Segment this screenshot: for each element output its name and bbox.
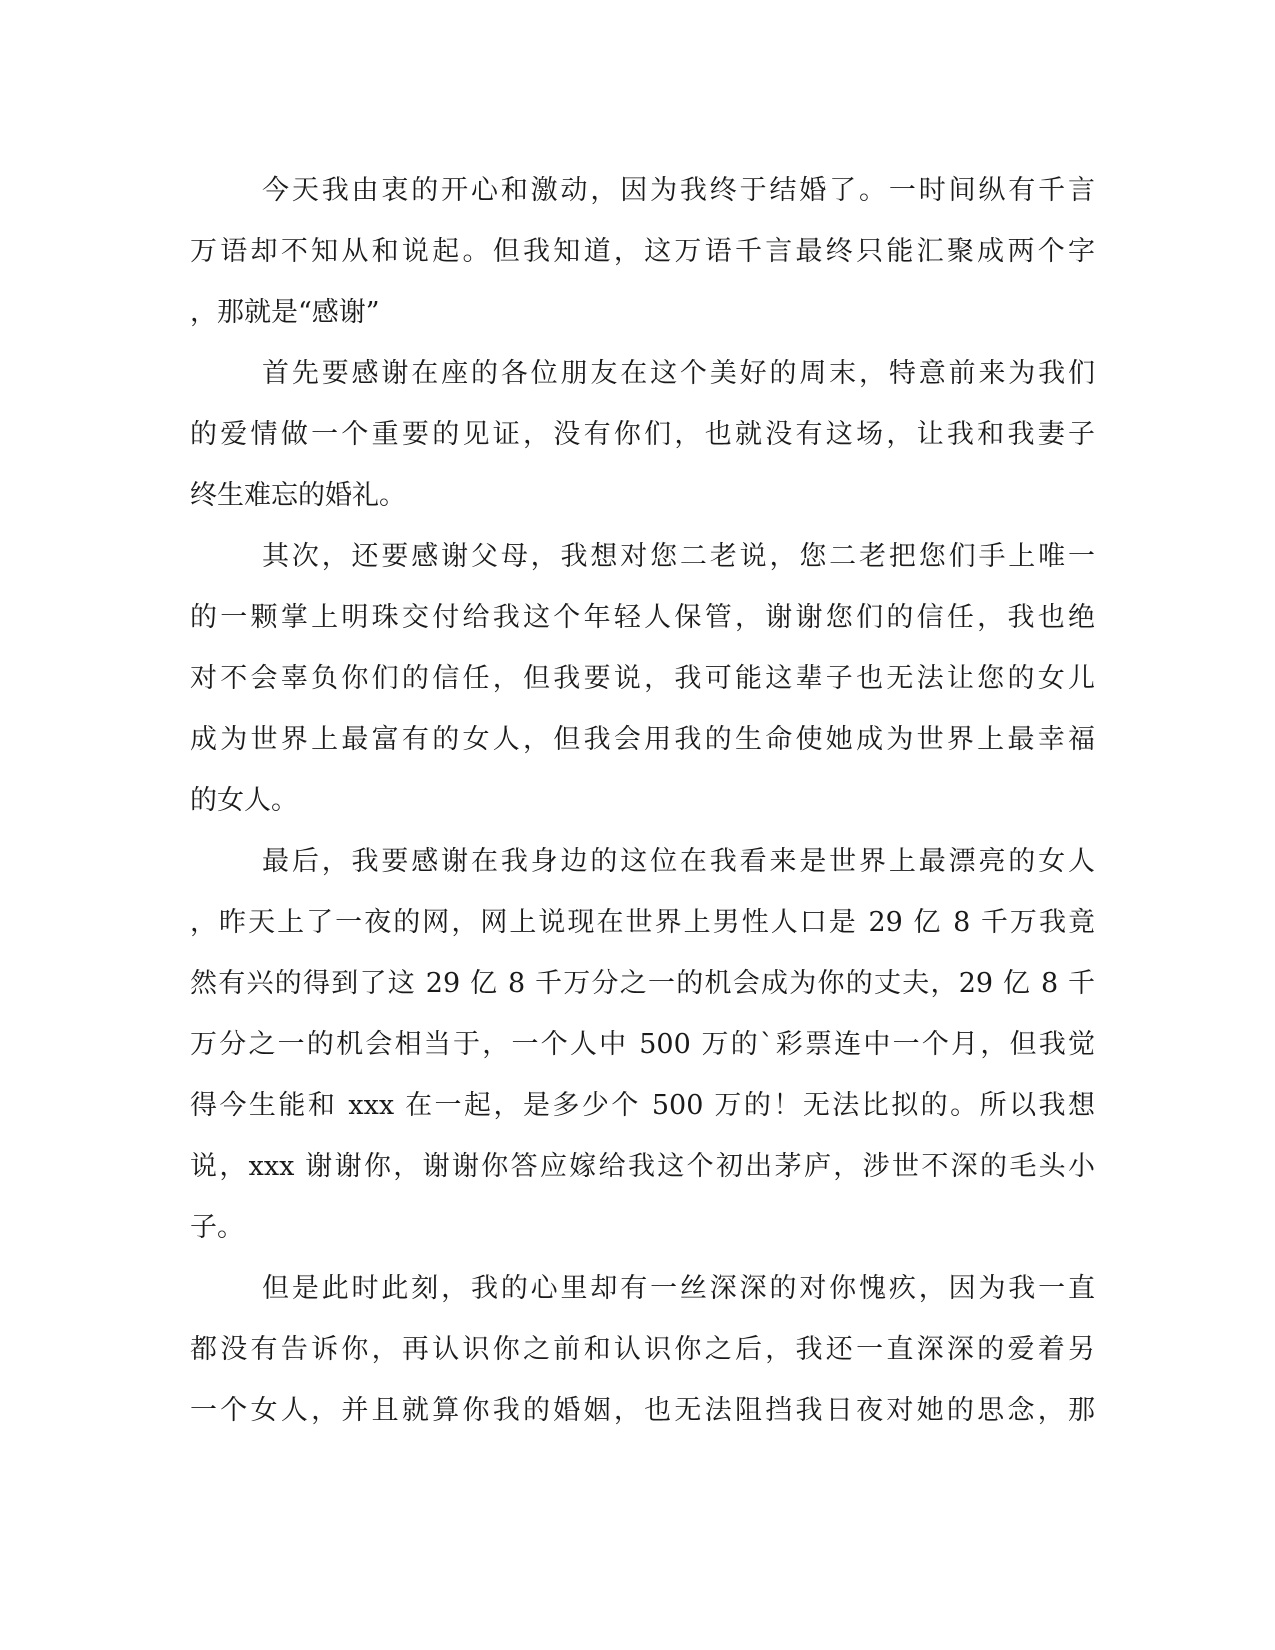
text-line: 一个女人，并且就算你我的婚姻，也无法阻挡我日夜对她的思念，那 <box>190 1395 1095 1426</box>
text-line: 的一颗掌上明珠交付给我这个年轻人保管，谢谢您们的信任，我也绝 <box>190 602 1095 633</box>
text-line: 子。 <box>190 1212 244 1243</box>
paragraph-3 <box>190 526 1095 831</box>
text-line: ，那就是“感谢” <box>190 297 380 328</box>
text-line: 其次，还要感谢父母，我想对您二老说，您二老把您们手上唯一 <box>262 541 1095 572</box>
text-line: 万分之一的机会相当于，一个人中 500 万的`彩票连中一个月，但我觉 <box>190 1029 1095 1060</box>
text-line: 万语却不知从和说起。但我知道，这万语千言最终只能汇聚成两个字 <box>190 236 1095 267</box>
paragraph-5 <box>190 1258 1095 1441</box>
text-line: 成为世界上最富有的女人，但我会用我的生命使她成为世界上最幸福 <box>190 724 1095 755</box>
paragraph-4 <box>190 831 1095 1258</box>
text-line: 终生难忘的婚礼。 <box>190 480 406 511</box>
text-line: 的女人。 <box>190 785 298 816</box>
text-line: 都没有告诉你，再认识你之前和认识你之后，我还一直深深的爱着另 <box>190 1334 1095 1365</box>
paragraph-2 <box>190 343 1095 526</box>
text-line: 首先要感谢在座的各位朋友在这个美好的周末，特意前来为我们 <box>262 358 1095 389</box>
text-line: 然有兴的得到了这 29 亿 8 千万分之一的机会成为你的丈夫，29 亿 8 千 <box>190 968 1095 999</box>
text-line: ，昨天上了一夜的网，网上说现在世界上男性人口是 29 亿 8 千万我竟 <box>190 907 1095 938</box>
paragraph-1 <box>190 160 1095 343</box>
text-line: 今天我由衷的开心和激动，因为我终于结婚了。一时间纵有千言 <box>262 175 1095 206</box>
text-line: 对不会辜负你们的信任，但我要说，我可能这辈子也无法让您的女儿 <box>190 663 1095 694</box>
text-line: 最后，我要感谢在我身边的这位在我看来是世界上最漂亮的女人 <box>262 846 1095 877</box>
text-line: 的爱情做一个重要的见证，没有你们，也就没有这场，让我和我妻子 <box>190 419 1095 450</box>
text-line: 但是此时此刻，我的心里却有一丝深深的对你愧疚，因为我一直 <box>262 1273 1095 1304</box>
document-body <box>190 160 1095 1441</box>
text-line: 说，xxx 谢谢你，谢谢你答应嫁给我这个初出茅庐，涉世不深的毛头小 <box>190 1151 1095 1182</box>
text-line: 得今生能和 xxx 在一起，是多少个 500 万的！无法比拟的。所以我想 <box>190 1090 1095 1121</box>
